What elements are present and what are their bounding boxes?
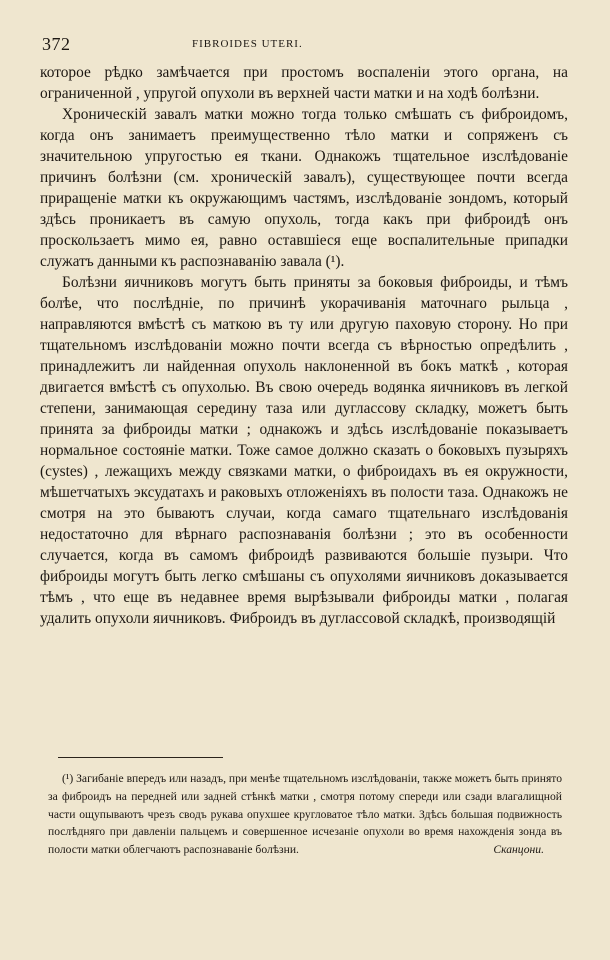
footnote-body: (¹) Загибаніе впередъ или назадъ, при менѣе тщательномъ изслѣдованіи, также можетъ быть принято за фиброидъ на передней или задней стѣнкѣ матки , смотря потому спереди или сзади влагалищной части ощупываютъ чрезъ сводъ рукава опухшее кругловатое тѣло матки. Здѣсь большая подвижность послѣдняго при давленіи пальцемъ и совершенное исчезаніе опухоли во время нахожденія зонда въ полости матки облегчаютъ распознаваніе болѣзни. [48,772,562,857]
paragraph-chronic-infarct: Хроническій завалъ матки можно тогда только смѣшать съ фиброидомъ, когда онъ занимаетъ преимущественно тѣло матки и сопряженъ съ значительною упругостью ея ткани. Однакожъ тщательное изслѣдованіе причинъ болѣзни (см. хроническій завалъ), существующее почти всегда приращеніе матки къ окружающимъ частямъ, изслѣдованіе зондомъ, который здѣсь проникаетъ въ самую опухоль, тогда какъ при фиброидѣ онъ проскользаетъ мимо ея, равно оставшіеся еще воспалительные припадки служатъ данными къ распознаванію завала (¹). [40,106,568,270]
footnote-text [48,770,562,859]
page-header [42,34,568,54]
page-number: 372 [42,34,71,54]
paragraph-continuation: которое рѣдко замѣчается при простомъ воспаленіи этого органа, на ограниченной , упругой опухоли въ верхней части матки и на ходѣ болѣзни. [40,64,568,102]
footnote-author: Сканцони. [493,843,544,857]
footnote [48,770,562,859]
footnote-rule [58,757,223,758]
body-text [40,62,568,629]
running-title: FIBROIDES UTERI. [192,38,303,50]
paragraph-ovarian-diseases: Болѣзни яичниковъ могутъ быть приняты за боковыя фиброиды, и тѣмъ болѣе, что послѣдніе, по причинѣ укорачиванія маточнаго рыльца , направляются вмѣстѣ съ маткою въ ту или другую паховую сторону. Но при тщательномъ изслѣдованіи можно почти всегда съ вѣрностью опредѣлить , принадлежитъ ли найденная опухоль наклоненной въ бокъ маткѣ , которая двигается вмѣстѣ съ опухолью. Въ свою очередь водянка яичниковъ въ легкой степени, занимающая середину таза или дуглассову складку, можетъ быть принята за фиброиды матки ; однакожъ и здѣсь изслѣдованіе показываетъ нормальное состояніе матки. Тоже самое должно сказать о боковыхъ пузыряхъ (cystes) , лежащихъ между связками матки, о фиброидахъ въ ея окружности, мѣшетчатыхъ эксудатахъ и раковыхъ отложеніяхъ въ полости таза. Однакожъ не смотря на это бываютъ случаи, когда самаго тщательнаго изслѣдованія недостаточно для вѣрнаго распознаванія болѣзни ; это въ особенности случается, когда въ самомъ фиброидѣ развиваются большіе пузыри. Что фиброиды могутъ быть легко смѣшаны съ опухолями яичниковъ доказывается тѣмъ , что еще въ недавнее время вырѣзывали фиброиды матки , полагая удалить опухоли яичниковъ. Фиброидъ въ дугласcовой складкѣ, производящій [40,274,568,627]
